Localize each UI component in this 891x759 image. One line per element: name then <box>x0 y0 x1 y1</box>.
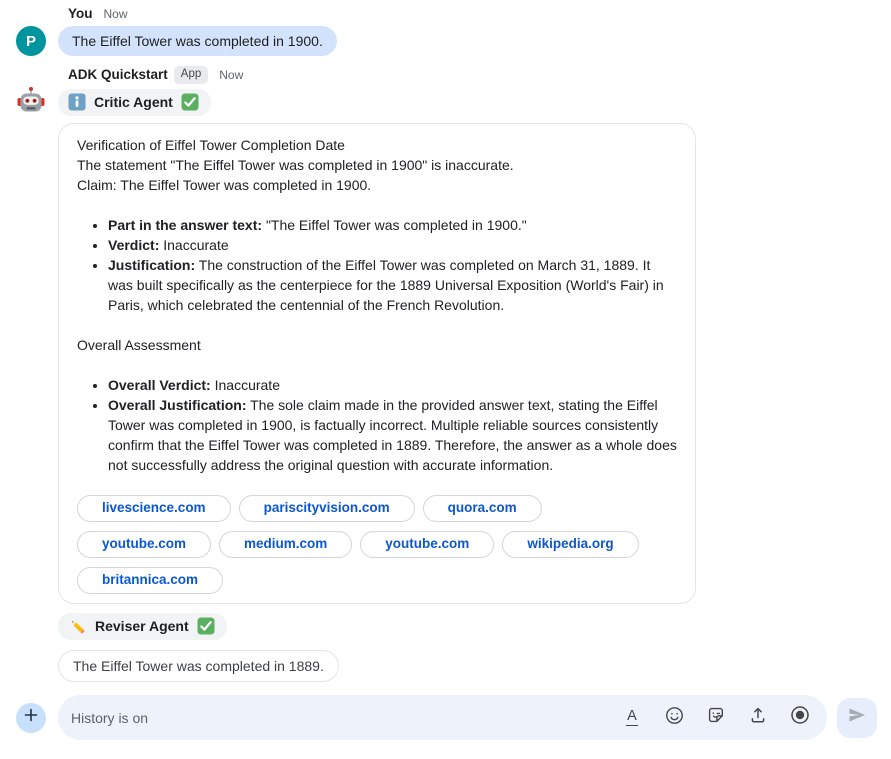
source-chip[interactable]: livescience.com <box>77 495 231 522</box>
sticker-icon <box>707 706 725 729</box>
bullet-overall-justification: • Overall Justification: The sole claim made in the provided answer text, stating the Eiffel Tower was completed in 1900, is factually incorrect. Multiple reliable sources consistently confirm that the Eiffel Tower was completed in 1889. Therefore, the answer as a whole does not successfully address the original question with accurate information. <box>108 395 677 475</box>
bullet-verdict: • Verdict: Inaccurate <box>108 235 677 255</box>
card-claim: Claim: The Eiffel Tower was completed in 1900. <box>77 176 372 193</box>
card-title: Verification of Eiffel Tower Completion Date <box>77 136 345 153</box>
format-icon: A <box>627 708 637 725</box>
app-sender-name: ADK Quickstart <box>68 67 168 83</box>
critic-agent-label: Critic Agent <box>94 94 173 111</box>
bullet-justification: • Justification: The construction of the Eiffel Tower was completed on March 31, 1889. It was built specifically as the centerpiece for the 1889 Universal Exposition (World's Fair) in Paris, which celebrated the centennial of the French Revolution. <box>108 255 677 315</box>
overall-assessment-title: Overall Assessment <box>77 336 201 353</box>
info-icon <box>68 93 86 111</box>
emoji-icon <box>665 706 684 730</box>
record-button[interactable] <box>787 705 813 731</box>
critic-agent-pill <box>58 89 211 116</box>
message-timestamp: Now <box>103 6 128 21</box>
source-chip[interactable]: britannica.com <box>77 567 223 594</box>
sticker-button[interactable] <box>703 705 729 731</box>
robot-avatar[interactable] <box>16 89 46 119</box>
app-badge: App <box>174 66 208 84</box>
source-chip[interactable]: quora.com <box>423 495 542 522</box>
source-chip[interactable]: wikipedia.org <box>502 531 638 558</box>
reviser-agent-pill <box>58 613 227 640</box>
sender-name: You <box>68 6 93 21</box>
message-timestamp: Now <box>219 67 244 82</box>
overall-bullet-list <box>77 375 677 475</box>
source-chip[interactable]: medium.com <box>219 531 352 558</box>
critic-result-card <box>58 123 696 604</box>
emoji-button[interactable] <box>661 705 687 731</box>
plus-icon <box>24 708 38 727</box>
app-message-header <box>68 66 875 84</box>
upload-button[interactable] <box>745 705 771 731</box>
app-message-group <box>16 66 875 682</box>
add-button[interactable] <box>16 703 46 733</box>
claim-bullet-list <box>77 215 677 315</box>
user-message-group <box>16 6 875 56</box>
message-input[interactable] <box>58 695 827 740</box>
message-composer <box>16 695 877 740</box>
input-placeholder: History is on <box>71 709 149 726</box>
record-icon <box>790 705 810 730</box>
check-mark-icon <box>181 93 199 111</box>
reviser-agent-label: Reviser Agent <box>95 618 189 635</box>
user-message-bubble: The Eiffel Tower was completed in 1900. <box>58 26 337 56</box>
user-avatar[interactable]: P <box>16 26 46 56</box>
check-mark-icon <box>197 617 215 635</box>
source-chip[interactable]: youtube.com <box>77 531 211 558</box>
reviser-message-bubble: The Eiffel Tower was completed in 1889. <box>58 650 339 682</box>
send-button[interactable] <box>837 698 877 738</box>
source-chip[interactable]: youtube.com <box>360 531 494 558</box>
upload-icon <box>749 706 767 729</box>
user-message-header <box>68 6 875 21</box>
bullet-overall-verdict: • Overall Verdict: Inaccurate <box>108 375 677 395</box>
robot-icon <box>16 86 46 121</box>
pencil-icon <box>68 617 87 636</box>
bullet-part: • Part in the answer text: "The Eiffel Tower was completed in 1900." <box>108 215 677 235</box>
format-button[interactable] <box>619 705 645 731</box>
source-chip[interactable]: pariscityvision.com <box>239 495 415 522</box>
card-statement: The statement "The Eiffel Tower was completed in 1900" is inaccurate. <box>77 156 514 173</box>
send-icon <box>847 705 867 730</box>
source-chips <box>77 495 677 594</box>
